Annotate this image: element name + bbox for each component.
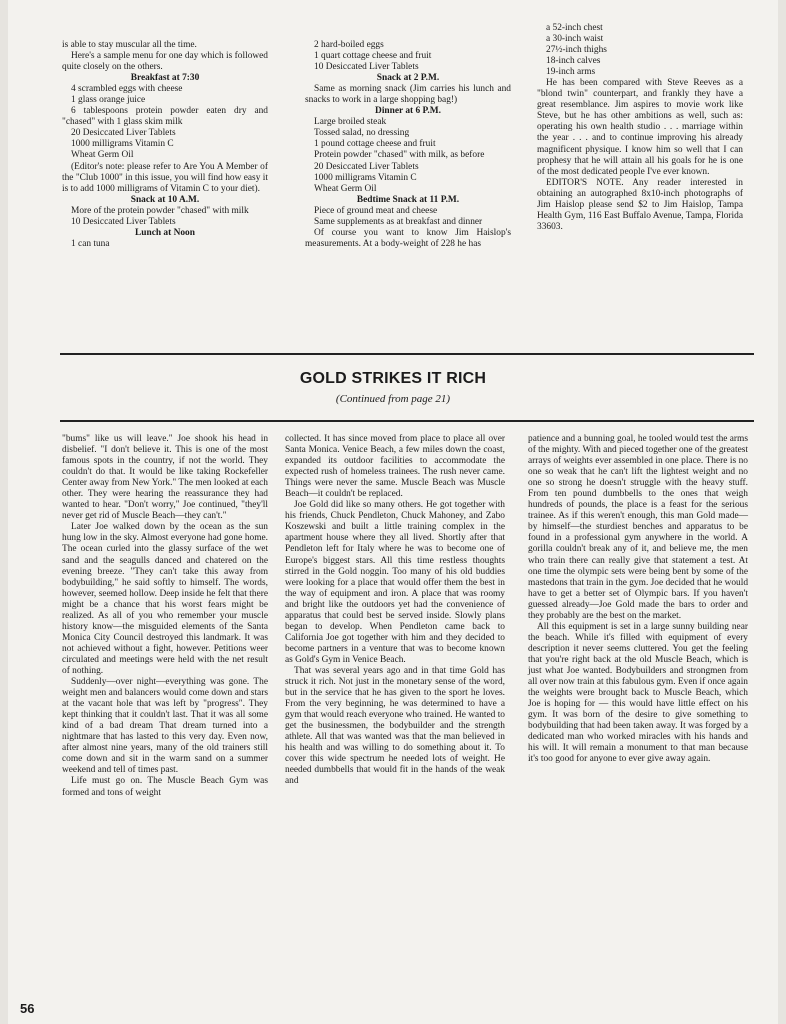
paragraph: collected. It has since moved from place to place all over Santa Monica. Venice Beach, a few miles down the coast, expanded its outdoor facilities to accommodate the expected rush of homeless trainees. The rush never came. Things were never the same. Muscle Beach was Muscle Beach—it couldn't be replaced. (285, 434, 505, 500)
paragraph: Same supplements as at breakfast and dinner (314, 216, 483, 227)
paragraph: 27½-inch thighs (546, 45, 607, 56)
menu-heading: Snack at 10 A.M. (130, 194, 200, 205)
paragraph: Of course you want to know Jim Haislop's measurements. At a body-weight of 228 he has (305, 227, 511, 249)
divider-rule-top (60, 353, 754, 355)
paragraph: 10 Desiccated Liver Tablets (314, 62, 419, 73)
paragraph: 10 Desiccated Liver Tablets (71, 216, 176, 227)
article-column-1 (62, 434, 268, 799)
paragraph: 1 quart cottage cheese and fruit (314, 51, 432, 62)
page-number: 56 (20, 1001, 35, 1016)
paragraph: 1 pound cottage cheese and fruit (314, 139, 436, 150)
paragraph: Later Joe walked down by the ocean as the sun hung low in the sky. Almost everyone had gone home. The ocean curled into the glassy surface of the wet sand and the seagulls danced and chatered on the evening breeze. "They can't take this away from bodybuilding," he said softly to himself. The words, however, seemed hollow. Deep inside he felt that there might be a chance that his worst fears might be realized. As all of you who remember your muscle history know—the misguided elements of the Santa Monica City Council destroyed this landmark. It was not achieved without a fight, however. Petitions weer circulated and meetings were held with the net result of nothing. (62, 522, 268, 676)
divider-rule-bottom (60, 420, 754, 422)
paragraph: Life must go on. The Muscle Beach Gym was formed and tons of weight (62, 776, 268, 798)
page-edge-left (0, 0, 8, 1024)
paragraph: 6 tablespoons protein powder eaten dry and "chased" with 1 glass skim milk (62, 106, 268, 128)
top-column-3 (537, 23, 743, 233)
paragraph: "bums" like us will leave." Joe shook his head in disbelief. "I don't believe it. This is one of the most famous spots in the country, if not the world. They couldn't do that. It would be like taking Rockefeller Center away from New York." The men looked at each other. They were hearing the reassurance they had wanted to hear. "Don't worry," Joe continued, "they'll never get rid of Muscle Beach—they can't." (62, 434, 268, 522)
paragraph: is able to stay muscular all the time. (62, 40, 197, 50)
continued-line: (Continued from page 21) (335, 393, 451, 405)
paragraph: He has been compared with Steve Reeves as a "blond twin" counterpart, and frankly they have a great resemblance. Jim aspires to movie work like Steve, but he has other ambitions as well, such as: operating his own health studio . . . marriage within the year . . . and to continue improving his already magnificent physique. I know him so well that I can prophesy that he will attain all his goals for he is one of the most dedicated people I've ever known. (537, 78, 743, 177)
article-title: GOLD STRIKES IT RICH (299, 370, 487, 387)
paragraph: 19-inch arms (546, 67, 596, 78)
paragraph: 2 hard-boiled eggs (314, 40, 384, 50)
menu-heading: Breakfast at 7:30 (130, 73, 200, 84)
article-column-3 (528, 434, 748, 765)
menu-heading: Dinner at 6 P.M. (375, 106, 441, 117)
paragraph: EDITOR'S NOTE. Any reader interested in obtaining an autographed 8x10-inch photographs of Jim Haislop please send $2 to Jim Haislop, Tampa Health Gym, 116 East Buffalo Avenue, Tampa, Florida 33603. (537, 177, 743, 232)
paragraph: 1 glass orange juice (71, 95, 146, 106)
page-edge-right (778, 0, 786, 1024)
menu-heading: Bedtime Snack at 11 P.M. (356, 194, 460, 205)
top-column-1 (62, 40, 268, 250)
paragraph: 20 Desiccated Liver Tablets (71, 128, 176, 139)
paragraph: Piece of ground meat and cheese (314, 205, 438, 216)
paragraph: 20 Desiccated Liver Tablets (314, 161, 419, 172)
paragraph: (Editor's note: please refer to Are You A Member of the "Club 1000" in this issue, you will find how easy it is to add 1000 milligrams of Vitamin C to your diet). (62, 161, 268, 194)
paragraph: 1000 milligrams Vitamin C (314, 172, 417, 183)
paragraph: All this equipment is set in a large sunny building near the beach. While it's filled with equipment of every description it never seems cluttered. You get the feeling that you're right back at the old Muscle Beach, which is just what Joe wanted. Bodybuilders and strongmen from all over now train at this fabulous gym. Even if once again the weights were brought back to Muscle Beach, which Joe is hoping for — this would have little effect on his gym. It was born of the desire to give something to bodybuilding that had been taken away. It was forged by a dedicated man who worked miracles with his hands and his will. It will remain a monument to that man because it's too good for anyone to ever give away again. (528, 621, 748, 765)
paragraph: That was several years ago and in that time Gold has struck it rich. Not just in the monetary sense of the word, but in the service that he has given to the sport he loves. From the very beginning, he was determined to have a gym that would reach everyone who trained. He wanted to get the businessmen, the bodybuilder and the strength athlete. All that was wanted was that the man believed in his health and was willing to do something about it. To cover this wide spectrum he needed lots of weight. He needed dumbbells that would fit in the hands of the weak and (285, 665, 505, 787)
paragraph: a 30-inch waist (546, 34, 604, 45)
paragraph: Wheat Germ Oil (71, 150, 134, 161)
menu-heading: Snack at 2 P.M. (376, 73, 440, 84)
paragraph: More of the protein powder "chased" with milk (71, 205, 249, 216)
paragraph: patience and a bunning goal, he tooled would test the arms of the mighty. With and pieced together one of the greatest arrays of weights ever assembled in one place. There is no one so weak that he can't lift the lightest weight and no one so strong he doesn't struggle with the heavy stuff. From ten pound dumbbells to the ones that weigh hundreds of pounds, the place is a feast for the serious trainee. As if this weren't enough, this man Gold made—by himself—the sturdiest benches and apparatus to be found in a professional gym anywhere in the world. A gorilla couldn't break any of it, and believe me, the men who train there can really give that statement a test. At one time the olympic sets were being bent by some of the mastedons that train in the gym. Joe decided that he would have to get a better set of Olympic bars. If you haven't guessed already—Joe Gold made the bars to order and they probably are the best on the market. (528, 434, 749, 621)
paragraph: Protein powder "chased" with milk, as before (314, 150, 485, 161)
paragraph: 1000 milligrams Vitamin C (71, 139, 174, 150)
paragraph: Wheat Germ Oil (314, 183, 377, 194)
paragraph: Tossed salad, no dressing (314, 128, 410, 139)
paragraph: 4 scrambled eggs with cheese (71, 84, 183, 95)
paragraph: Same as morning snack (Jim carries his lunch and snacks to work in a large shopping bag!) (305, 84, 511, 106)
top-column-2 (305, 40, 511, 250)
menu-heading: Lunch at Noon (135, 227, 195, 238)
article-column-2 (285, 434, 505, 788)
paragraph: Large broiled steak (314, 117, 387, 128)
paragraph: 18-inch calves (546, 56, 601, 67)
paragraph: Joe Gold did like so many others. He got together with his friends, Chuck Pendleton, Chuck Mahoney, and Zabo Koszewski and built a little training complex in the apartment house where they all lived. Shortly after that Pendleton left for Italy where he was to become one of Europe's biggest stars. All this time restless thoughts stirred in the Gold noggin. Too many of his old buddies were looking for a place that would offer them the best in the way of equipment and iron. A place that was roomy and bright like the outdoors yet had the convenience of apparatus that could best be served inside. Slowly plans began to develop. When Pendleton came back to California Joe got together with him and they decided to become partners in a venture that was to become known as Gold's Gym in Venice Beach. (285, 500, 505, 665)
paragraph: 1 can tuna (71, 238, 110, 249)
paragraph: Suddenly—over night—everything was gone. The weight men and balancers would come down and stars at the vacant hole that was left by "progress". They kept thinking that it couldn't last. That it was all some kind of a bad dream That dream turned into a nightmare that has lasted to this very day. Even now, after almost nine years, many of the old trainers still come down and sit in the warm sand on a summer weekend and tell of times past. (62, 677, 268, 776)
paragraph: Here's a sample menu for one day which is followed quite closely on the others. (62, 51, 268, 73)
paragraph: a 52-inch chest (546, 23, 603, 33)
